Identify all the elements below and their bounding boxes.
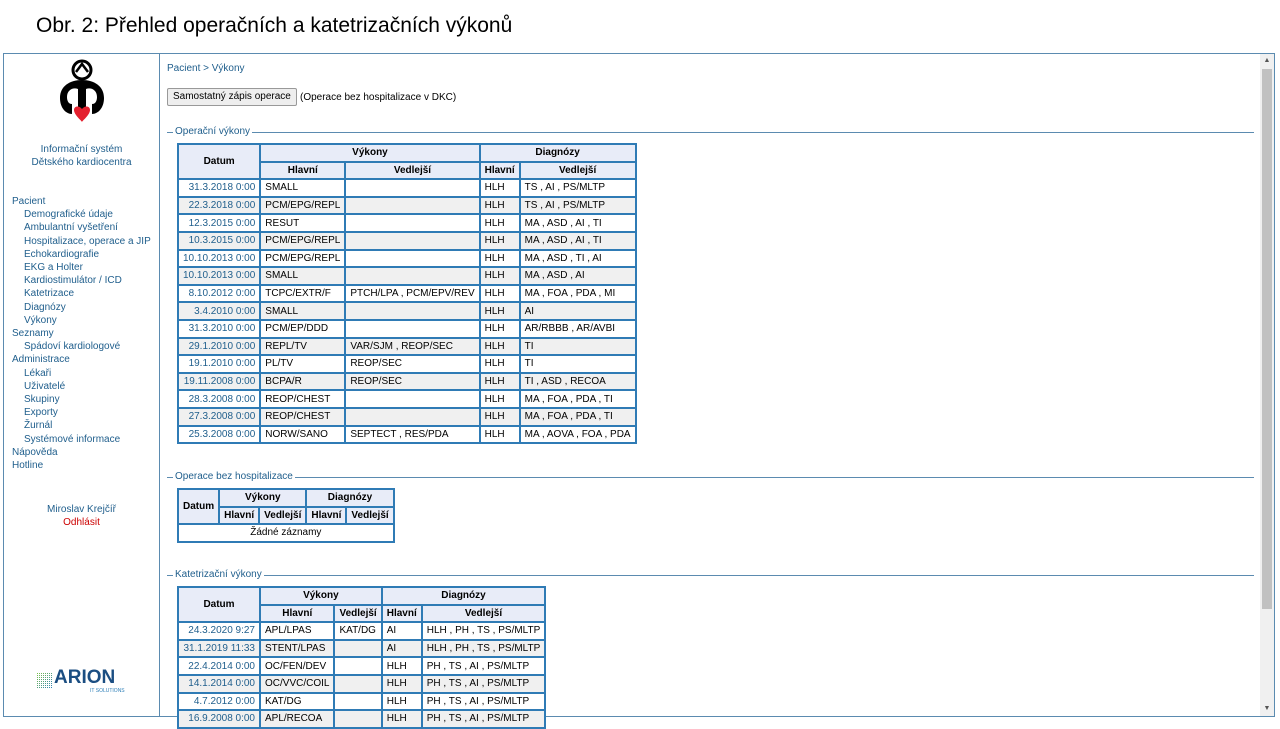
table-cell: PH , TS , AI , PS/MLTP xyxy=(422,657,546,675)
table-cell: PCM/EPG/REPL xyxy=(260,197,345,215)
table-cell: AI xyxy=(382,622,422,640)
table-row xyxy=(178,355,636,373)
table-cell: HLH xyxy=(382,693,422,711)
date-link[interactable]: 22.4.2014 0:00 xyxy=(178,657,260,675)
table-row xyxy=(178,338,636,356)
col-diagnozy-vedlejsi: Vedlejší xyxy=(422,605,546,623)
table-row xyxy=(178,710,545,728)
table-cell xyxy=(345,320,479,338)
vendor-logo-text: ARION xyxy=(54,667,116,688)
sidebar-nav-item[interactable]: Hospitalizace, operace a JIP xyxy=(24,235,151,247)
sidebar-nav-item[interactable]: Pacient xyxy=(12,196,46,207)
date-link[interactable]: 10.10.2013 0:00 xyxy=(178,250,260,268)
table-row xyxy=(178,320,636,338)
table-cell xyxy=(345,302,479,320)
date-link[interactable]: 10.10.2013 0:00 xyxy=(178,267,260,285)
operations-legend-label: Operační výkony xyxy=(175,126,251,137)
table-row xyxy=(178,693,545,711)
date-link[interactable]: 27.3.2008 0:00 xyxy=(178,408,260,426)
col-diagnozy-vedlejsi: Vedlejší xyxy=(346,507,393,525)
table-cell: TI xyxy=(520,338,636,356)
date-link[interactable]: 8.10.2012 0:00 xyxy=(178,285,260,303)
table-cell: HLH xyxy=(480,320,520,338)
cath-legend xyxy=(167,569,1254,581)
sidebar-nav-item[interactable]: Kardiostimulátor / ICD xyxy=(24,275,122,287)
table-cell xyxy=(345,214,479,232)
table-cell: PH , TS , AI , PS/MLTP xyxy=(422,675,546,693)
table-cell: SMALL xyxy=(260,267,345,285)
table-row xyxy=(178,214,636,232)
sidebar-nav-item[interactable]: Echokardiografie xyxy=(24,248,100,260)
date-link[interactable]: 31.3.2010 0:00 xyxy=(178,320,260,338)
operations-table xyxy=(177,143,637,444)
col-diagnozy: Diagnózy xyxy=(480,144,636,162)
table-cell: TI , ASD , RECOA xyxy=(520,373,636,391)
date-link[interactable]: 22.3.2018 0:00 xyxy=(178,197,260,215)
logout-link[interactable]: Odhlásit xyxy=(63,517,100,528)
table-cell: AR/RBBB , AR/AVBI xyxy=(520,320,636,338)
table-row xyxy=(178,390,636,408)
table-cell: BCPA/R xyxy=(260,373,345,391)
table-cell: HLH xyxy=(480,197,520,215)
table-cell xyxy=(345,197,479,215)
table-cell xyxy=(345,390,479,408)
table-cell: PTCH/LPA , PCM/EPV/REV xyxy=(345,285,479,303)
table-cell: AI xyxy=(382,640,422,658)
sidebar-nav-item[interactable]: Katetrizace xyxy=(24,288,75,300)
date-link[interactable]: 16.9.2008 0:00 xyxy=(178,710,260,728)
sidebar-nav-item[interactable]: EKG a Holter xyxy=(24,262,83,274)
no-hosp-table xyxy=(177,488,395,543)
table-cell: RESUT xyxy=(260,214,345,232)
col-vykony: Výkony xyxy=(219,489,306,507)
table-cell: KAT/DG xyxy=(260,693,334,711)
table-cell: PCM/EP/DDD xyxy=(260,320,345,338)
figure-caption: Obr. 2: Přehled operačních a katetrizačních výkonů xyxy=(36,14,513,37)
table-cell xyxy=(334,640,381,658)
col-vykony-vedlejsi: Vedlejší xyxy=(259,507,306,525)
heart-center-logo-icon xyxy=(52,60,112,134)
table-row xyxy=(178,267,636,285)
table-cell: MA , ASD , AI xyxy=(520,267,636,285)
sidebar-nav-item[interactable]: Uživatelé xyxy=(24,380,66,392)
system-name: Informační systém Dětského kardiocentra xyxy=(31,144,132,168)
sidebar-nav-item[interactable]: Diagnózy xyxy=(24,301,66,313)
table-cell: REPL/TV xyxy=(260,338,345,356)
sidebar-nav-item[interactable]: Exporty xyxy=(24,407,58,419)
table-cell: HLH xyxy=(480,285,520,303)
main-content xyxy=(167,54,1257,725)
table-cell: SMALL xyxy=(260,179,345,197)
date-link[interactable]: 28.3.2008 0:00 xyxy=(178,390,260,408)
date-link[interactable]: 10.3.2015 0:00 xyxy=(178,232,260,250)
sidebar-nav-item[interactable]: Žurnál xyxy=(24,420,53,432)
sidebar-nav-item[interactable]: Spádoví kardiologové xyxy=(24,341,121,353)
no-hosp-legend xyxy=(167,471,1254,483)
table-cell: MA , AOVA , FOA , PDA xyxy=(520,426,636,444)
table-row xyxy=(178,622,545,640)
date-link[interactable]: 3.4.2010 0:00 xyxy=(178,302,260,320)
table-cell: PCM/EPG/REPL xyxy=(260,250,345,268)
date-link[interactable]: 24.3.2020 9:27 xyxy=(178,622,260,640)
standalone-operation-button[interactable]: Samostatný zápis operace xyxy=(167,88,297,106)
table-row xyxy=(178,640,545,658)
standalone-operation-note: (Operace bez hospitalizace v DKC) xyxy=(300,92,457,103)
col-diagnozy-hlavni: Hlavní xyxy=(480,162,520,180)
table-cell xyxy=(345,408,479,426)
table-cell: HLH xyxy=(480,232,520,250)
table-cell: REOP/SEC xyxy=(345,373,479,391)
browser-frame xyxy=(3,53,1275,725)
table-cell: APL/RECOA xyxy=(260,710,334,728)
table-cell xyxy=(334,657,381,675)
date-link[interactable]: 12.3.2015 0:00 xyxy=(178,214,260,232)
sidebar-nav-item[interactable]: Demografické údaje xyxy=(24,209,113,221)
sidebar-nav-item[interactable]: Administrace xyxy=(12,354,70,366)
sidebar-nav-item[interactable]: Skupiny xyxy=(24,394,60,406)
table-cell: HLH xyxy=(382,657,422,675)
table-row xyxy=(178,179,636,197)
table-cell: HLH xyxy=(480,214,520,232)
table-cell: SEPTECT , RES/PDA xyxy=(345,426,479,444)
table-cell: HLH xyxy=(382,675,422,693)
col-vykony-vedlejsi: Vedlejší xyxy=(334,605,381,623)
sidebar-nav-item[interactable]: Hotline xyxy=(12,460,44,472)
sidebar-nav xyxy=(12,195,151,472)
table-cell: TS , AI , PS/MLTP xyxy=(520,179,636,197)
table-cell: MA , ASD , AI , TI xyxy=(520,214,636,232)
table-row xyxy=(178,232,636,250)
date-link[interactable]: 19.1.2010 0:00 xyxy=(178,355,260,373)
sidebar-nav-item[interactable]: Ambulantní vyšetření xyxy=(24,222,118,234)
scroll-up-icon[interactable]: ▲ xyxy=(1263,57,1271,64)
table-cell xyxy=(334,693,381,711)
col-datum: Datum xyxy=(178,144,260,179)
table-cell: APL/LPAS xyxy=(260,622,334,640)
col-vykony-hlavni: Hlavní xyxy=(260,605,334,623)
table-cell: PL/TV xyxy=(260,355,345,373)
table-cell: SMALL xyxy=(260,302,345,320)
table-cell: HLH xyxy=(480,179,520,197)
table-cell: REOP/CHEST xyxy=(260,390,345,408)
table-cell: NORW/SANO xyxy=(260,426,345,444)
col-vykony: Výkony xyxy=(260,144,479,162)
date-link[interactable]: 25.3.2008 0:00 xyxy=(178,426,260,444)
vendor-logo-tagline: IT SOLUTIONS xyxy=(90,688,125,694)
table-cell: HLH xyxy=(480,426,520,444)
table-cell: OC/VVC/COIL xyxy=(260,675,334,693)
table-cell xyxy=(334,710,381,728)
table-cell: HLH , PH , TS , PS/MLTP xyxy=(422,622,546,640)
table-cell: MA , FOA , PDA , TI xyxy=(520,390,636,408)
table-row xyxy=(178,250,636,268)
cath-table xyxy=(177,586,546,729)
date-link[interactable]: 19.11.2008 0:00 xyxy=(178,373,260,391)
table-cell: HLH xyxy=(480,390,520,408)
col-vykony: Výkony xyxy=(260,587,382,605)
operations-legend xyxy=(167,126,1254,138)
no-hosp-legend-label: Operace bez hospitalizace xyxy=(175,471,293,482)
sidebar-nav-item[interactable]: Seznamy xyxy=(12,328,54,340)
table-cell: HLH xyxy=(480,338,520,356)
table-cell: MA , FOA , PDA , MI xyxy=(520,285,636,303)
table-cell: MA , ASD , TI , AI xyxy=(520,250,636,268)
user-name: Miroslav Krejčíř xyxy=(47,504,116,515)
table-row xyxy=(178,426,636,444)
table-cell: HLH xyxy=(480,408,520,426)
col-diagnozy-hlavni: Hlavní xyxy=(382,605,422,623)
table-cell: OC/FEN/DEV xyxy=(260,657,334,675)
col-diagnozy: Diagnózy xyxy=(306,489,393,507)
sidebar-nav-item[interactable]: Lékaři xyxy=(24,367,52,379)
table-cell xyxy=(345,179,479,197)
table-cell: AI xyxy=(520,302,636,320)
cath-legend-label: Katetrizační výkony xyxy=(175,569,262,580)
table-cell: PH , TS , AI , PS/MLTP xyxy=(422,693,546,711)
table-row xyxy=(178,302,636,320)
table-cell: HLH xyxy=(480,373,520,391)
sidebar xyxy=(4,54,160,716)
date-link[interactable]: 31.3.2018 0:00 xyxy=(178,179,260,197)
date-link[interactable]: 4.7.2012 0:00 xyxy=(178,693,260,711)
table-cell: PCM/EPG/REPL xyxy=(260,232,345,250)
col-vykony-hlavni: Hlavní xyxy=(260,162,345,180)
table-row xyxy=(178,373,636,391)
table-cell: STENT/LPAS xyxy=(260,640,334,658)
sidebar-nav-item[interactable]: Nápověda xyxy=(12,446,58,458)
table-cell xyxy=(345,267,479,285)
table-row xyxy=(178,675,545,693)
vendor-logo xyxy=(37,669,127,699)
sidebar-nav-item[interactable]: Výkony xyxy=(24,314,57,326)
table-cell: VAR/SJM , REOP/SEC xyxy=(345,338,479,356)
table-cell: HLH xyxy=(480,267,520,285)
table-cell: HLH xyxy=(382,710,422,728)
vertical-scrollbar[interactable] xyxy=(1260,54,1274,716)
table-row xyxy=(178,408,636,426)
table-row xyxy=(178,197,636,215)
table-cell: MA , FOA , PDA , TI xyxy=(520,408,636,426)
date-link[interactable]: 14.1.2014 0:00 xyxy=(178,675,260,693)
table-cell: PH , TS , AI , PS/MLTP xyxy=(422,710,546,728)
col-diagnozy-hlavni: Hlavní xyxy=(306,507,346,525)
breadcrumb[interactable]: Pacient > Výkony xyxy=(167,63,245,74)
date-link[interactable]: 31.1.2019 11:33 xyxy=(178,640,260,658)
user-block xyxy=(4,503,159,529)
table-cell: HLH xyxy=(480,302,520,320)
table-cell: HLH xyxy=(480,250,520,268)
table-cell xyxy=(345,232,479,250)
table-cell: REOP/CHEST xyxy=(260,408,345,426)
table-cell: KAT/DG xyxy=(334,622,381,640)
col-vykony-hlavni: Hlavní xyxy=(219,507,259,525)
date-link[interactable]: 29.1.2010 0:00 xyxy=(178,338,260,356)
scroll-down-icon[interactable]: ▼ xyxy=(1263,705,1271,712)
table-cell: REOP/SEC xyxy=(345,355,479,373)
table-cell: HLH , PH , TS , PS/MLTP xyxy=(422,640,546,658)
table-cell: TS , AI , PS/MLTP xyxy=(520,197,636,215)
table-row xyxy=(178,657,545,675)
col-vykony-vedlejsi: Vedlejší xyxy=(345,162,479,180)
col-datum: Datum xyxy=(178,489,219,524)
table-row xyxy=(178,285,636,303)
table-cell: TI xyxy=(520,355,636,373)
empty-row: Žádné záznamy xyxy=(178,524,394,542)
col-diagnozy-vedlejsi: Vedlejší xyxy=(520,162,636,180)
table-cell: TCPC/EXTR/F xyxy=(260,285,345,303)
table-cell: MA , ASD , AI , TI xyxy=(520,232,636,250)
table-cell xyxy=(334,675,381,693)
scrollbar-thumb[interactable] xyxy=(1262,69,1272,609)
arion-mark-icon xyxy=(37,672,53,688)
col-datum: Datum xyxy=(178,587,260,622)
table-cell: HLH xyxy=(480,355,520,373)
table-cell xyxy=(345,250,479,268)
sidebar-nav-item[interactable]: Systémové informace xyxy=(24,433,121,445)
col-diagnozy: Diagnózy xyxy=(382,587,546,605)
